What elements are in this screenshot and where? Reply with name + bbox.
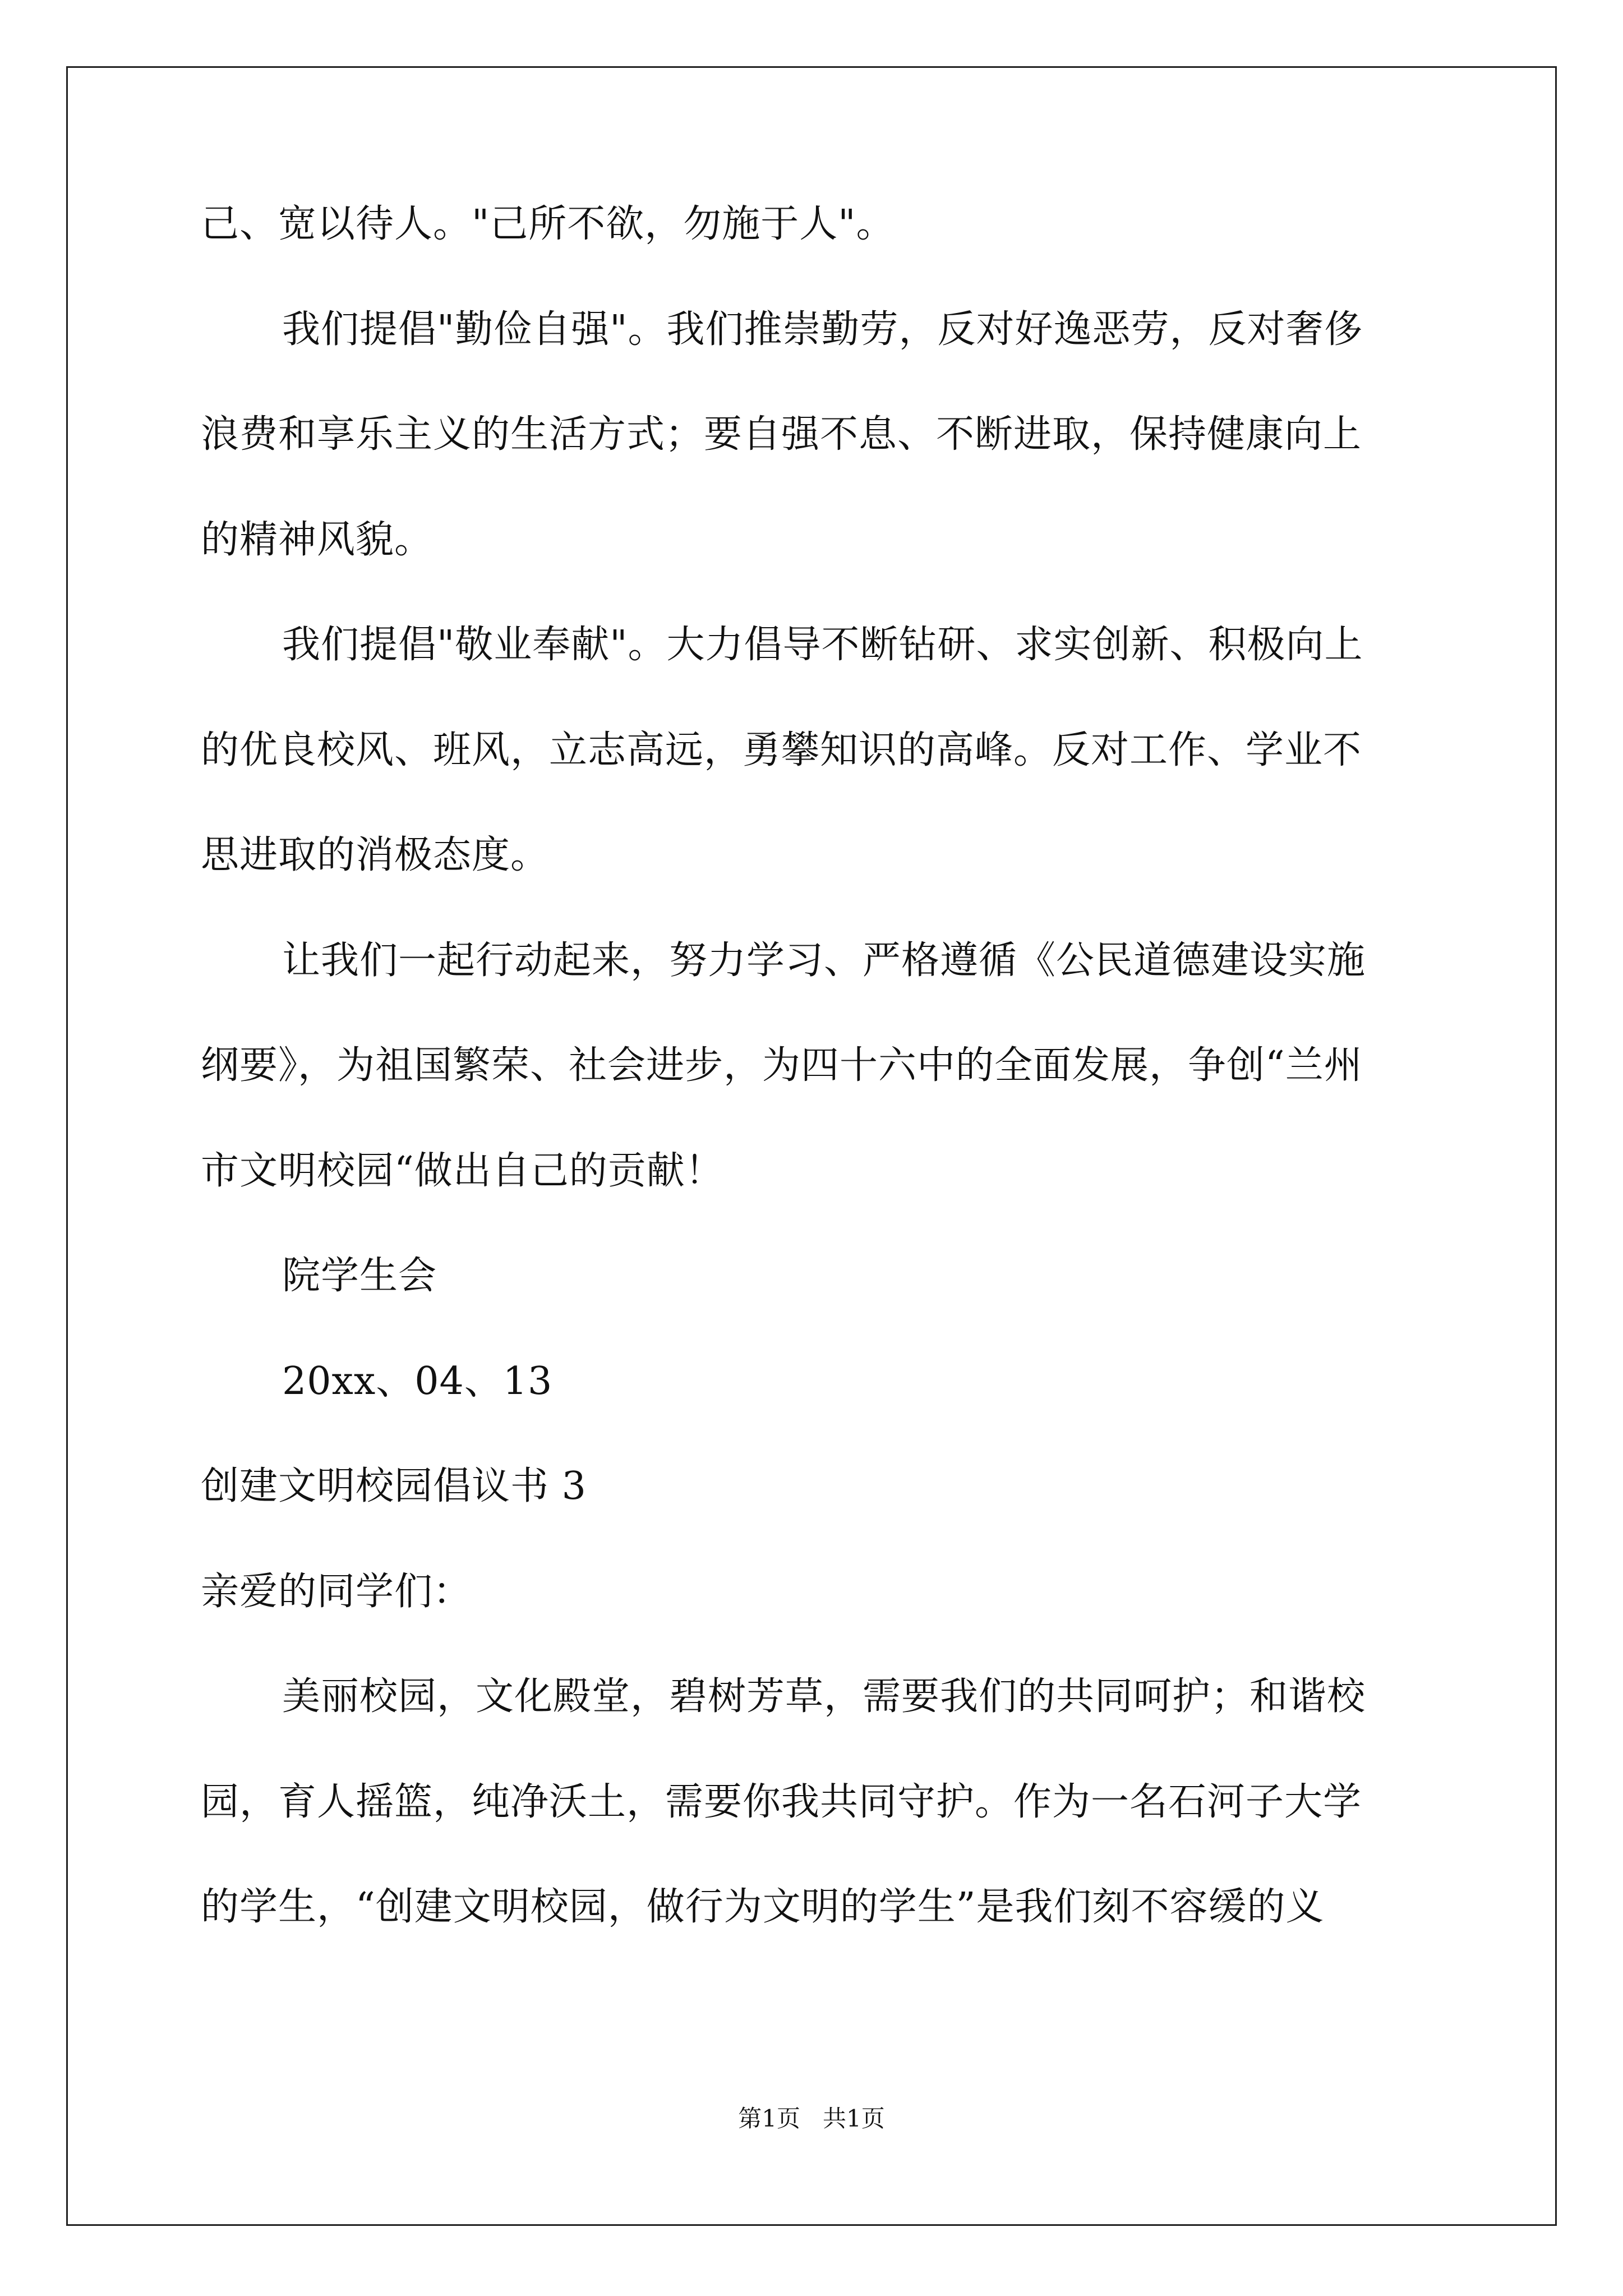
paragraph-line: 让我们一起行动起来，努力学习、严格遵循《公民道德建设实施 — [282, 938, 1366, 983]
paragraph-line: 的精神风貌。 — [201, 518, 434, 562]
paragraph-line: 园，育人摇篮，纯净沃土，需要你我共同守护。作为一名石河子大学 — [201, 1780, 1362, 1824]
signature-organization: 院学生会 — [282, 1254, 437, 1298]
salutation: 亲爱的同学们： — [201, 1570, 472, 1614]
paragraph-line: 纲要》，为祖国繁荣、社会进步，为四十六中的全面发展，争创“兰州 — [201, 1043, 1363, 1088]
section-title: 创建文明校园倡议书 3 — [201, 1464, 587, 1508]
signature-date: 20xx、04、13 — [282, 1359, 553, 1404]
page-number-footer: 第1页 共1页 — [738, 2105, 885, 2132]
paragraph-line: 我们提倡"勤俭自强"。我们推崇勤劳，反对好逸恶劳，反对奢侈 — [282, 307, 1363, 352]
paragraph-line: 的学生，“创建文明校园，做行为文明的学生”是我们刻不容缓的义 — [201, 1885, 1325, 1929]
paragraph-line: 己、宽以待人。"己所不欲，勿施于人"。 — [201, 202, 895, 246]
paragraph-line: 浪费和享乐主义的生活方式；要自强不息、不断进取，保持健康向上 — [201, 412, 1362, 457]
paragraph-line: 我们提倡"敬业奉献"。大力倡导不断钻研、求实创新、积极向上 — [282, 623, 1363, 667]
paragraph-line: 市文明校园“做出自己的贡献！ — [201, 1149, 724, 1193]
paragraph-line: 的优良校风、班风，立志高远，勇攀知识的高峰。反对工作、学业不 — [201, 728, 1362, 772]
paragraph-line: 思进取的消极态度。 — [201, 833, 550, 877]
paragraph-line: 美丽校园，文化殿堂，碧树芳草，需要我们的共同呵护；和谐校 — [282, 1674, 1366, 1719]
